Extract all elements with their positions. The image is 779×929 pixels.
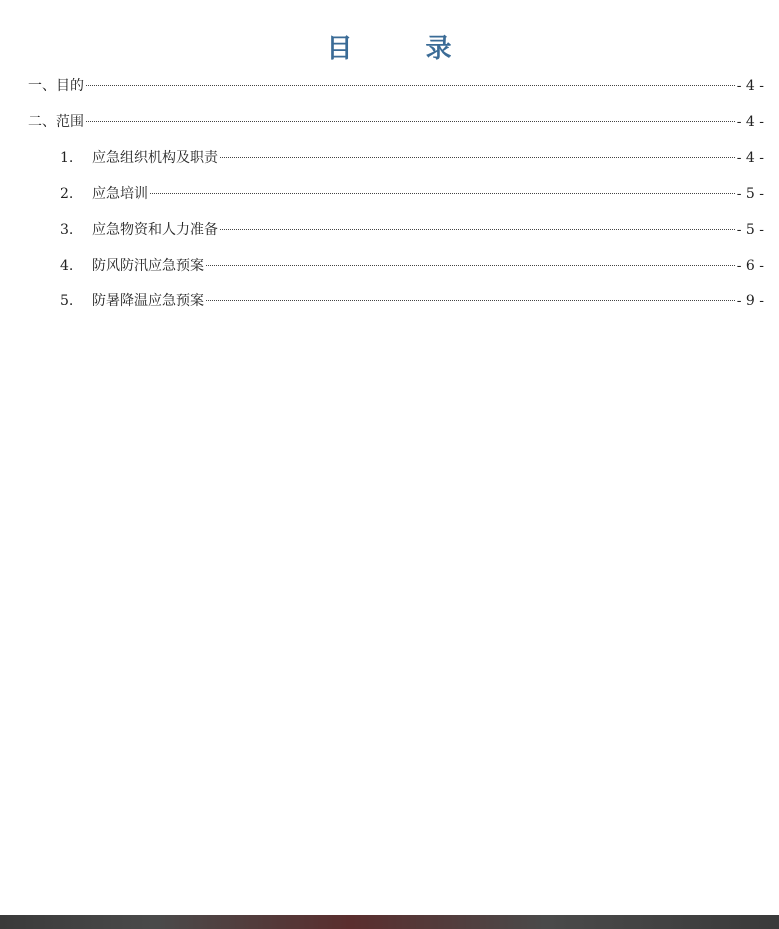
toc-entry-label: 应急培训 [92,186,148,202]
toc-entry-page: - 5 - [736,222,764,238]
toc-leader-dots [150,192,735,194]
toc-leader-dots [206,264,735,266]
toc-entry-page: - 5 - [736,186,764,202]
toc-leader-dots [220,228,735,230]
page-footer-bar [0,915,779,929]
toc-entry-label: 应急组织机构及职责 [92,150,218,166]
toc-entry-heat-plan[interactable] [60,291,764,311]
toc-entry-label: 应急物资和人力准备 [92,222,218,238]
toc-leader-dots [220,156,735,158]
toc-entry-number: 5. [60,293,74,309]
toc-entry-training[interactable] [60,184,764,204]
toc-entry-page: - 4 - [736,150,764,166]
toc-title-char-1: 目 [326,33,354,64]
toc-entry-flood-plan[interactable] [60,256,764,276]
toc-entry-scope[interactable] [28,112,764,132]
toc-title-char-2: 录 [425,33,453,64]
toc-entry-label: 防风防汛应急预案 [92,258,204,274]
toc-entry-organization[interactable] [60,148,764,168]
toc-leader-dots [86,120,735,122]
toc-entry-page: - 6 - [736,258,764,274]
toc-entry-purpose[interactable] [28,76,764,96]
toc-leader-dots [206,299,735,301]
toc-title [0,26,779,66]
toc-entry-page: - 9 - [736,293,764,309]
toc-entry-number: 4. [60,258,74,274]
toc-leader-dots [86,84,735,86]
toc-entry-materials[interactable] [60,220,764,240]
toc-entry-label: 一、目的 [28,78,84,94]
toc-entry-number: 3. [60,222,74,238]
toc-entry-label: 防暑降温应急预案 [92,293,204,309]
toc-entry-page: - 4 - [736,114,764,130]
toc-entry-page: - 4 - [736,78,764,94]
toc-entry-number: 1. [60,150,74,166]
toc-entry-label: 二、范围 [28,114,84,130]
toc-entry-number: 2. [60,186,74,202]
